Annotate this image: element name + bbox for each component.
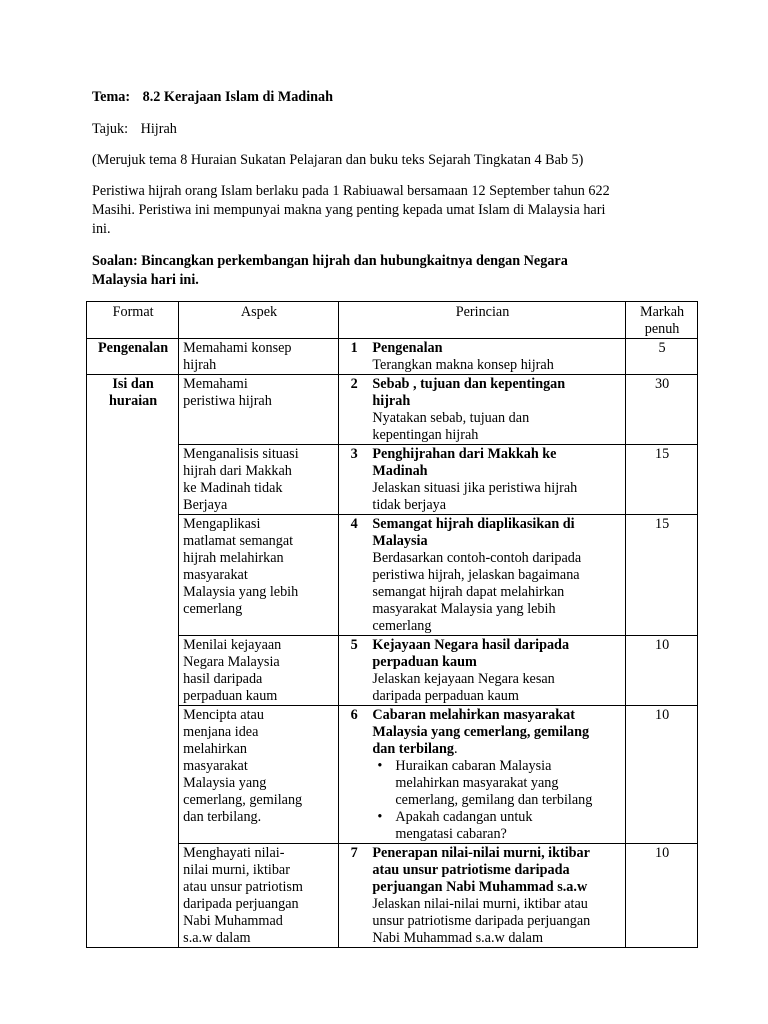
intro-line: Peristiwa hijrah orang Islam berlaku pada 1 Rabiuawal bersamaan 12 September tahun 622 xyxy=(92,183,610,199)
perincian-title: Malaysia yang cemerlang, gemilang xyxy=(372,724,590,740)
perincian-detail: daripada perpaduan kaum xyxy=(372,688,519,704)
perincian-detail: masyarakat Malaysia yang lebih xyxy=(372,601,556,617)
format-line: Isi dan xyxy=(112,376,154,392)
perincian-cell xyxy=(368,339,625,375)
perincian-cell xyxy=(368,706,625,844)
question-line: Soalan: Bincangkan perkembangan hijrah dan hubungkaitnya dengan Negara xyxy=(92,253,568,269)
reference-text: (Merujuk tema 8 Huraian Sukatan Pelajaran dan buku teks Sejarah Tingkatan 4 Bab 5) xyxy=(92,152,584,168)
perincian-title: dan terbilang. xyxy=(372,741,458,757)
aspek-line: perpaduan kaum xyxy=(183,688,278,704)
markah-cell: 15 xyxy=(626,515,698,636)
aspek-cell xyxy=(179,339,339,375)
bullet-item xyxy=(372,758,622,809)
header-markah-line: Markah xyxy=(640,304,685,320)
markah-cell: 5 xyxy=(626,339,698,375)
aspek-line: Mengaplikasi xyxy=(183,516,261,532)
perincian-title: Pengenalan xyxy=(372,340,443,356)
perincian-detail: Nabi Muhammad s.a.w dalam xyxy=(372,930,543,946)
intro-paragraph xyxy=(92,182,682,239)
header-markah xyxy=(626,302,698,339)
markah-cell: 15 xyxy=(626,445,698,515)
perincian-title: atau unsur patriotisme daripada xyxy=(372,862,570,878)
item-number: 7 xyxy=(338,844,368,948)
question-paragraph xyxy=(92,252,682,290)
header-markah-line: penuh xyxy=(644,321,680,337)
markah-cell: 10 xyxy=(626,844,698,948)
perincian-detail: peristiwa hijrah, jelaskan bagaimana xyxy=(372,567,580,583)
header-perincian: Perincian xyxy=(338,302,625,339)
perincian-detail: Terangkan makna konsep hijrah xyxy=(372,357,554,373)
perincian-detail: tidak berjaya xyxy=(372,497,447,513)
perincian-detail: Jelaskan situasi jika peristiwa hijrah xyxy=(372,480,578,496)
perincian-cell xyxy=(368,375,625,445)
perincian-detail: Jelaskan kejayaan Negara kesan xyxy=(372,671,555,687)
aspek-line: Berjaya xyxy=(183,497,228,513)
aspek-line: Malaysia yang lebih xyxy=(183,584,299,600)
aspek-cell xyxy=(179,636,339,706)
perincian-title: Semangat hijrah diaplikasikan di xyxy=(372,516,575,532)
aspek-line: atau unsur patriotism xyxy=(183,879,303,895)
item-number: 1 xyxy=(338,339,368,375)
perincian-title: Madinah xyxy=(372,463,428,479)
perincian-detail: Jelaskan nilai-nilai murni, iktibar atau xyxy=(372,896,588,912)
aspek-line: masyarakat xyxy=(183,758,248,774)
aspek-line: hasil daripada xyxy=(183,671,263,687)
perincian-title: Kejayaan Negara hasil daripada xyxy=(372,637,570,653)
aspek-cell xyxy=(179,515,339,636)
aspek-line: dan terbilang. xyxy=(183,809,262,825)
format-line: huraian xyxy=(109,393,158,409)
tajuk-label: Tajuk: xyxy=(92,121,129,137)
intro-line: ini. xyxy=(92,221,111,237)
bullet-list xyxy=(372,758,622,843)
perincian-detail: semangat hijrah dapat melahirkan xyxy=(372,584,565,600)
aspek-cell xyxy=(179,445,339,515)
question-line: Malaysia hari ini. xyxy=(92,272,199,288)
table-header-row xyxy=(87,302,698,339)
bullet-line: melahirkan masyarakat yang xyxy=(395,775,559,791)
aspek-line: Negara Malaysia xyxy=(183,654,280,670)
perincian-cell xyxy=(368,445,625,515)
perincian-title: hijrah xyxy=(372,393,411,409)
table-row xyxy=(87,844,698,948)
perincian-cell xyxy=(368,844,625,948)
perincian-title: perjuangan Nabi Muhammad s.a.w xyxy=(372,879,588,895)
perincian-cell xyxy=(368,636,625,706)
aspek-cell xyxy=(179,375,339,445)
aspek-line: Mencipta atau xyxy=(183,707,264,723)
header-aspek: Aspek xyxy=(179,302,339,339)
perincian-title: Penghijrahan dari Makkah ke xyxy=(372,446,557,462)
bullet-item xyxy=(372,809,622,843)
aspek-line: cemerlang, gemilang xyxy=(183,792,303,808)
aspek-cell xyxy=(179,844,339,948)
aspek-line: Menganalisis situasi xyxy=(183,446,299,462)
bullet-line: • Apakah cadangan untuk xyxy=(395,809,533,825)
item-number: 2 xyxy=(338,375,368,445)
table-row xyxy=(87,706,698,844)
aspek-line: Malaysia yang xyxy=(183,775,267,791)
aspek-line: hijrah xyxy=(183,357,217,373)
aspek-line: cemerlang xyxy=(183,601,243,617)
table-row xyxy=(87,339,698,375)
title-suffix: . xyxy=(453,741,458,757)
bullet-line: mengatasi cabaran? xyxy=(395,826,507,842)
markah-cell: 10 xyxy=(626,636,698,706)
item-number: 4 xyxy=(338,515,368,636)
perincian-detail: Berdasarkan contoh-contoh daripada xyxy=(372,550,582,566)
perincian-title: Sebab , tujuan dan kepentingan xyxy=(372,376,566,392)
perincian-detail: unsur patriotisme daripada perjuangan xyxy=(372,913,591,929)
markah-cell: 30 xyxy=(626,375,698,445)
perincian-detail: cemerlang xyxy=(372,618,432,634)
aspek-line: Menilai kejayaan xyxy=(183,637,282,653)
aspek-line: masyarakat xyxy=(183,567,248,583)
aspek-line: nilai murni, iktibar xyxy=(183,862,290,878)
tajuk-value: Hijrah xyxy=(140,121,177,137)
aspek-line: Nabi Muhammad xyxy=(183,913,283,929)
aspek-line: s.a.w dalam xyxy=(183,930,251,946)
aspek-line: peristiwa hijrah xyxy=(183,393,272,409)
perincian-title: Malaysia xyxy=(372,533,428,549)
aspek-line: melahirkan xyxy=(183,741,247,757)
tema-value: 8.2 Kerajaan Islam di Madinah xyxy=(142,89,334,105)
perincian-title: Cabaran melahirkan masyarakat xyxy=(372,707,575,723)
table-body xyxy=(87,339,698,948)
bullet-line: • Huraikan cabaran Malaysia xyxy=(395,758,552,774)
perincian-cell xyxy=(368,515,625,636)
bullet-line: cemerlang, gemilang dan terbilang xyxy=(395,792,593,808)
aspek-cell xyxy=(179,706,339,844)
aspek-line: ke Madinah tidak xyxy=(183,480,283,496)
aspek-line: Menghayati nilai- xyxy=(183,845,285,861)
aspek-line: matlamat semangat xyxy=(183,533,294,549)
marking-scheme-table xyxy=(86,301,698,948)
aspek-line: Memahami konsep xyxy=(183,340,292,356)
table-row xyxy=(87,445,698,515)
item-number: 3 xyxy=(338,445,368,515)
tema-label: Tema: xyxy=(92,89,131,105)
table-row xyxy=(87,515,698,636)
table-row xyxy=(87,636,698,706)
header-format: Format xyxy=(87,302,179,339)
item-number: 6 xyxy=(338,706,368,844)
perincian-detail: kepentingan hijrah xyxy=(372,427,479,443)
perincian-title: perpaduan kaum xyxy=(372,654,477,670)
aspek-line: menjana idea xyxy=(183,724,259,740)
table-row xyxy=(87,375,698,445)
item-number: 5 xyxy=(338,636,368,706)
aspek-line: Memahami xyxy=(183,376,248,392)
aspek-line: hijrah dari Makkah xyxy=(183,463,292,479)
aspek-line: daripada perjuangan xyxy=(183,896,299,912)
perincian-title: Penerapan nilai-nilai murni, iktibar xyxy=(372,845,590,861)
markah-cell: 10 xyxy=(626,706,698,844)
tema-line xyxy=(92,88,333,107)
aspek-line: hijrah melahirkan xyxy=(183,550,284,566)
format-cell xyxy=(87,375,179,948)
perincian-detail: Nyatakan sebab, tujuan dan xyxy=(372,410,530,426)
intro-line: Masihi. Peristiwa ini mempunyai makna yang penting kepada umat Islam di Malaysia hari xyxy=(92,202,606,218)
tajuk-line xyxy=(92,120,177,139)
format-cell: Pengenalan xyxy=(87,339,179,375)
